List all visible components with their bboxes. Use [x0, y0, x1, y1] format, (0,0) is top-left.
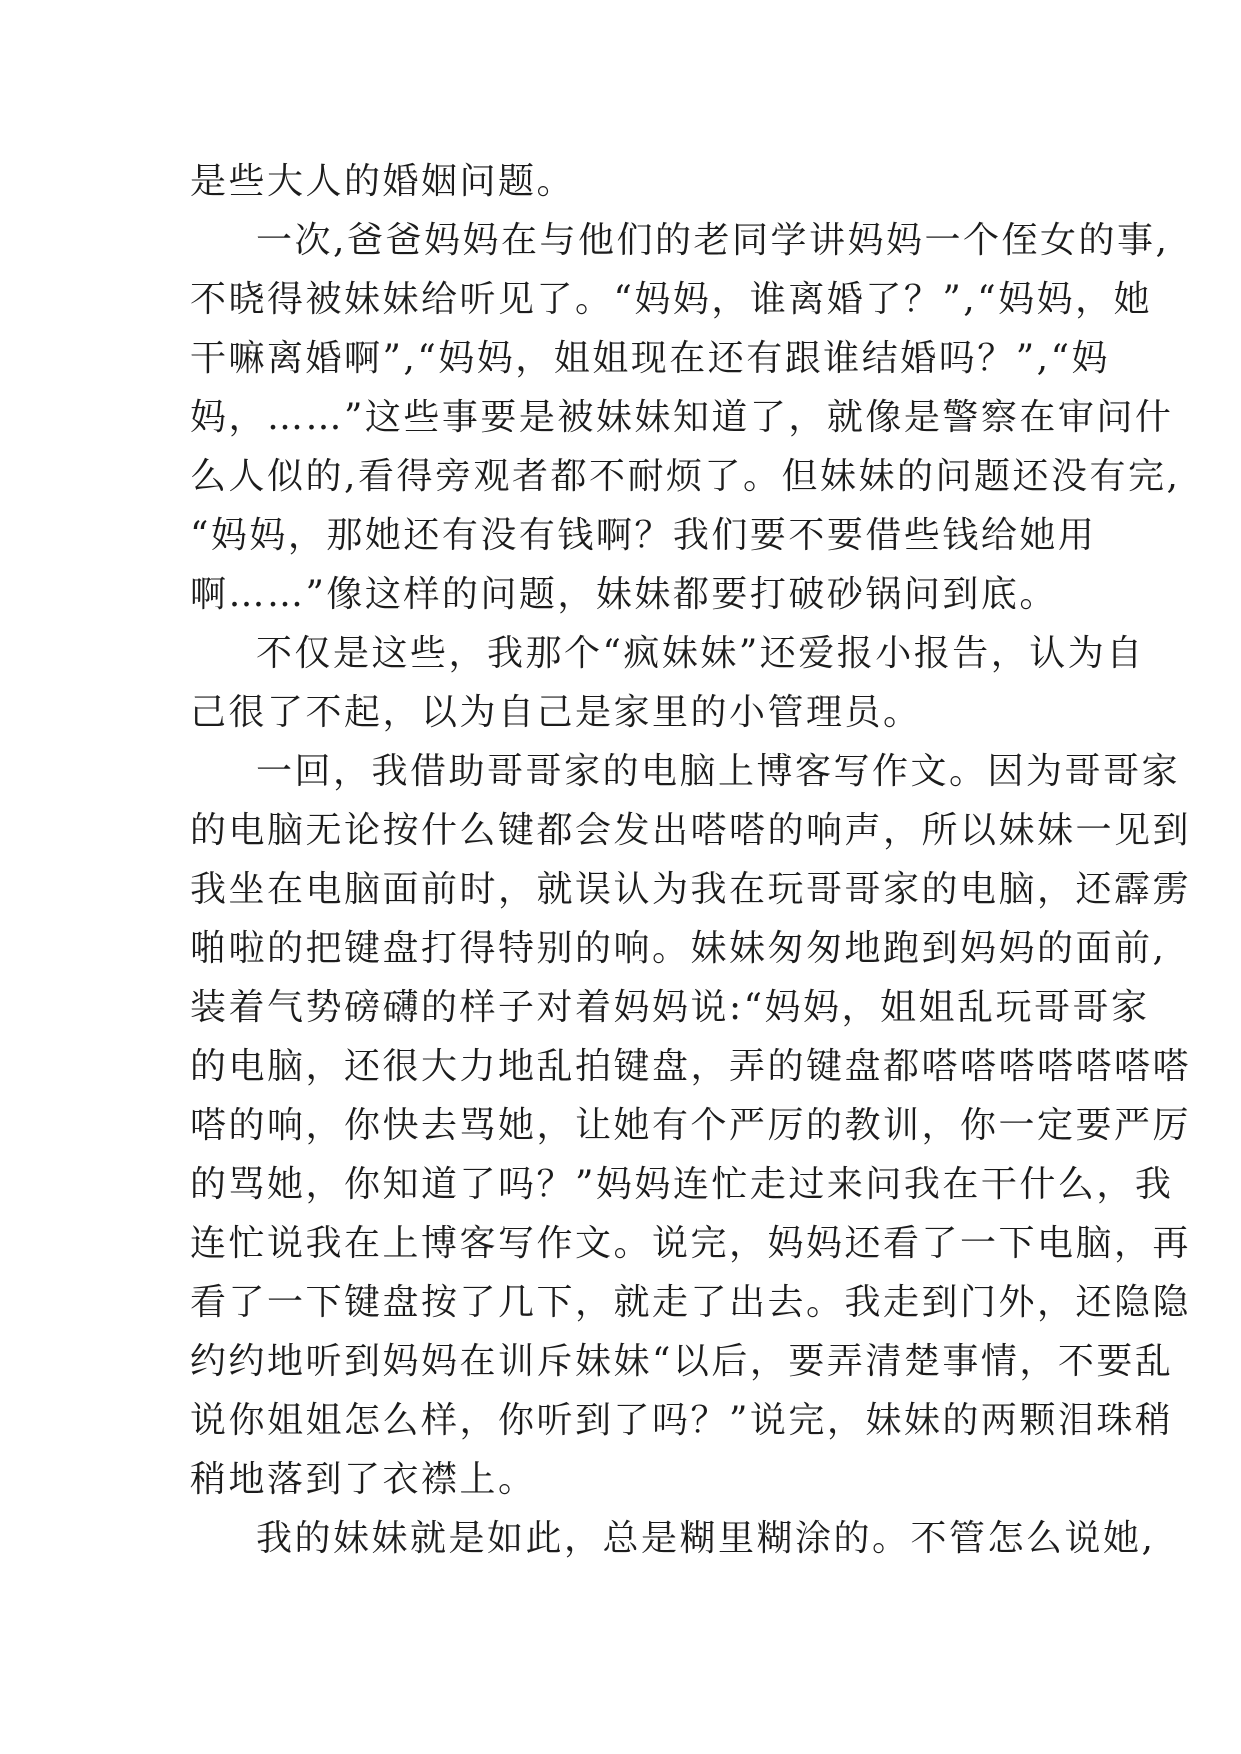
text-line: 妈，……”这些事要是被妹妹知道了，就像是警察在审问什	[190, 397, 1174, 438]
text-line: 己很了不起，以为自己是家里的小管理员。	[190, 692, 922, 733]
text-line: 的骂她，你知道了吗？”妈妈连忙走过来问我在干什么，我	[190, 1164, 1174, 1205]
text-line: 一回，我借助哥哥家的电脑上博客写作文。因为哥哥家	[256, 751, 1181, 792]
text-line: 干嘛离婚啊”,“妈妈，姐姐现在还有跟谁结婚吗？”,“妈	[190, 338, 1111, 379]
text-line: 嗒的响，你快去骂她，让她有个严厉的教训，你一定要严厉	[190, 1105, 1192, 1146]
text-line: 连忙说我在上博客写作文。说完，妈妈还看了一下电脑，再	[190, 1223, 1192, 1264]
text-line: 我的妹妹就是如此，总是糊里糊涂的。不管怎么说她,	[256, 1518, 1156, 1559]
text-line: 不晓得被妹妹给听见了。“妈妈，谁离婚了？”,“妈妈，她	[190, 279, 1153, 320]
text-line: 说你姐姐怎么样，你听到了吗？”说完，妹妹的两颗泪珠稍	[190, 1400, 1174, 1441]
text-line: 看了一下键盘按了几下，就走了出去。我走到门外，还隐隐	[190, 1282, 1192, 1323]
text-line: 约约地听到妈妈在训斥妹妹“以后，要弄清楚事情，不要乱	[190, 1341, 1174, 1382]
text-line: 稍地落到了衣襟上。	[190, 1459, 537, 1500]
text-line: 啪啦的把键盘打得特别的响。妹妹匆匆地跑到妈妈的面前,	[190, 928, 1167, 969]
text-line: 的电脑无论按什么键都会发出嗒嗒的响声，所以妹妹一见到	[190, 810, 1192, 851]
text-line: 么人似的,看得旁观者都不耐烦了。但妹妹的问题还没有完,	[190, 456, 1181, 497]
text-line: 是些大人的婚姻问题。	[190, 161, 576, 202]
text-line: 我坐在电脑面前时，就误认为我在玩哥哥家的电脑，还霹雳	[190, 869, 1192, 910]
text-line: 啊……”像这样的问题，妹妹都要打破砂锅问到底。	[190, 574, 1058, 615]
text-line: “妈妈，那她还有没有钱啊？我们要不要借些钱给她用	[190, 515, 1097, 556]
text-line: 不仅是这些，我那个“疯妹妹”还爱报小报告，认为自	[256, 633, 1145, 674]
text-line: 的电脑，还很大力地乱拍键盘，弄的键盘都嗒嗒嗒嗒嗒嗒嗒	[190, 1046, 1192, 1087]
text-line: 一次,爸爸妈妈在与他们的老同学讲妈妈一个侄女的事,	[256, 220, 1170, 261]
essay-body	[190, 152, 1192, 1568]
text-line: 装着气势磅礴的样子对着妈妈说:“妈妈，姐姐乱玩哥哥家	[190, 987, 1150, 1028]
